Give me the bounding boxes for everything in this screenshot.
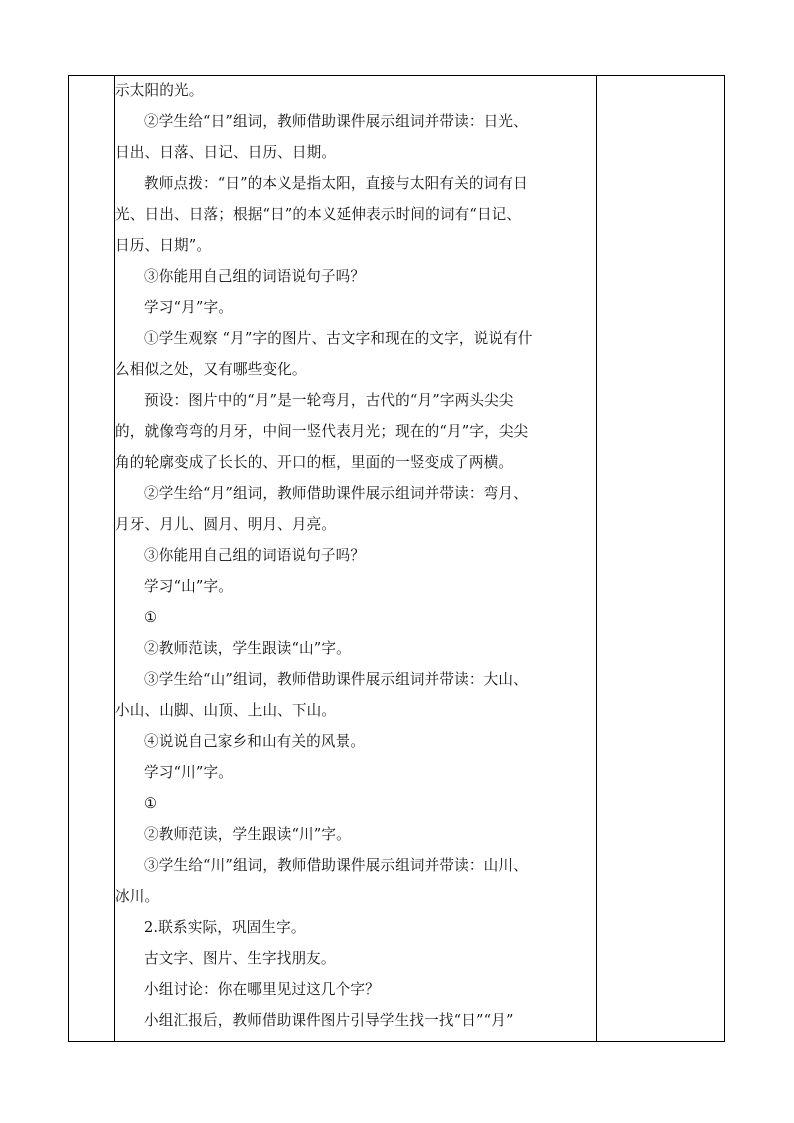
text-line: ③你能用自己组的词语说句子吗？ — [144, 547, 366, 564]
text-line: 日历、日期”。 — [115, 237, 212, 254]
table-middle-cell-text — [115, 75, 589, 1036]
text-line: 古文字、图片、生字找朋友。 — [144, 950, 336, 967]
text-line: 2.联系实际，巩固生字。 — [144, 919, 306, 936]
text-line: 角的轮廓变成了长长的、开口的框，里面的一竖变成了两横。 — [115, 454, 514, 471]
text-line: ③学生给“山”组词，教师借助课件展示组词并带读：大山、 — [144, 671, 528, 688]
table-left-cell — [69, 76, 114, 1041]
text-line: ① — [144, 609, 158, 626]
text-line: ③学生给“川”组词，教师借助课件展示组词并带读：山川、 — [144, 857, 528, 874]
text-line: ③你能用自己组的词语说句子吗？ — [144, 268, 366, 285]
text-line: 月牙、月儿、圆月、明月、月亮。 — [115, 516, 337, 533]
text-line: 学习“月”字。 — [144, 299, 233, 316]
text-line: ②教师范读，学生跟读“川”字。 — [144, 826, 351, 843]
text-line: ②学生给“月”组词，教师借助课件展示组词并带读：弯月、 — [144, 485, 528, 502]
text-line: 学习“山”字。 — [144, 578, 233, 595]
text-line: 小山、山脚、山顶、上山、下山。 — [115, 702, 337, 719]
text-line: 示太阳的光。 — [115, 82, 204, 99]
text-line: ②教师范读，学生跟读“山”字。 — [144, 640, 351, 657]
text-line: 小组汇报后，教师借助课件图片引导学生找一找“日”“月” — [144, 1012, 514, 1029]
text-line: 教师点拨：“日”的本义是指太阳，直接与太阳有关的词有日 — [144, 175, 528, 192]
text-line: 光、日出、日落；根据“日”的本义延伸表示时间的词有“日记、 — [115, 206, 522, 223]
table-right-cell — [597, 76, 724, 1041]
text-line: ②学生给“日”组词，教师借助课件展示组词并带读：日光、 — [144, 113, 528, 130]
text-line: 预设：图片中的“月”是一轮弯月，古代的“月”字两头尖尖 — [144, 392, 514, 409]
text-line: ① — [144, 795, 158, 812]
text-line: 日出、日落、日记、日历、日期。 — [115, 144, 337, 161]
text-line: 学习“川”字。 — [144, 764, 233, 781]
text-line: 冰川。 — [115, 888, 160, 905]
text-line: ④说说自己家乡和山有关的风景。 — [144, 733, 366, 750]
text-line: 的，就像弯弯的月牙，中间一竖代表月光；现在的“月”字，尖尖 — [115, 423, 529, 440]
text-line: 小组讨论：你在哪里见过这几个字？ — [144, 981, 380, 998]
text-line: 么相似之处，又有哪些变化。 — [115, 361, 307, 378]
text-line: ①学生观察 “月”字的图片、古文字和现在的文字，说说有什 — [144, 330, 533, 347]
